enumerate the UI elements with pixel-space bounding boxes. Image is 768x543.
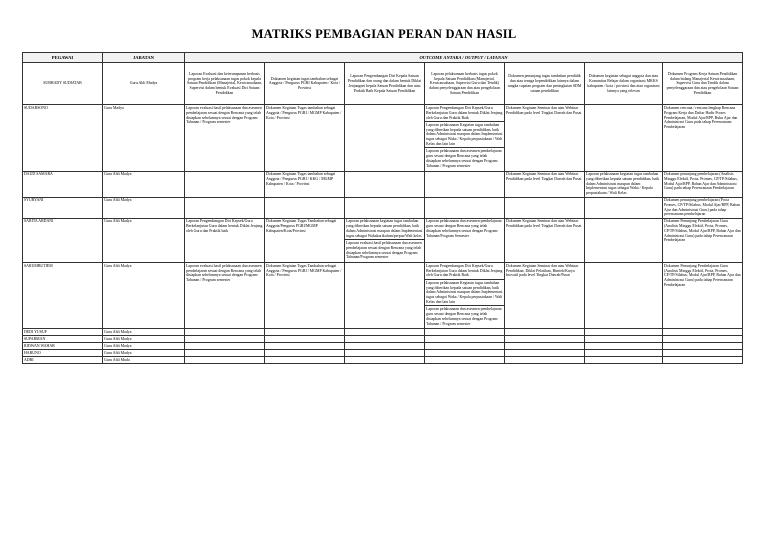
outcome-cell	[663, 343, 743, 350]
outcome-header-cell: Dokumen penunjang tugas tambahan pendidik dan atau tenaga kependidikan lainnya dalam rangka capaian program dan peningkatan SDM satuan pendidikan	[505, 63, 585, 105]
employee-name: DAUD SAMARA	[23, 171, 103, 197]
summary-pegawai: SUBHADY SUDIATAB	[23, 63, 103, 105]
header-row	[23, 53, 743, 63]
outcome-cell	[345, 105, 425, 171]
outcome-entry: Dokumen Kegiatan Seminar dan atau Webinar Pendidikan, Diklat Pelatihan, Bimtek/Karya Inovatif pada level Tingkat Daerah/Pusat	[506, 263, 579, 278]
outcome-entry: Dokumen Kegiatan Seminar dan atau Webinar Pendidikan pada level Tingkat Daerah dan Pusat	[506, 105, 582, 115]
outcome-cell	[185, 263, 265, 329]
employee-position: Guru Ahli Madya	[103, 350, 185, 357]
employee-row	[23, 336, 743, 343]
outcome-cell	[585, 329, 663, 336]
outcome-cell	[185, 357, 265, 364]
outcome-cell	[505, 197, 585, 218]
outcome-entry: Laporan evaluasi hasil pelaksanaan dan asesmen pembelajaran sesuai dengan Rencana yang telah disiapkan sebelumnya sesuai dengan Program Tahunan / Program semester	[186, 263, 262, 283]
outcome-cell	[663, 197, 743, 218]
outcome-header-cell: Laporan Evaluasi dan keterampunan berbasis program kerja pelaksanaan tugas pokok kepala Satuan Pendidikan (Manajerial, Kewirausahaan, Supervisi dalam bentuk Evaluasi Diri Satuan Pendidikan	[185, 63, 265, 105]
outcome-cell	[265, 343, 345, 350]
employee-row	[23, 343, 743, 350]
outcome-cell	[663, 336, 743, 343]
summary-row	[23, 63, 743, 105]
employee-name: HARUNO	[23, 350, 103, 357]
header-pegawai: PEGAWAI	[23, 53, 103, 63]
outcome-cell	[505, 171, 585, 197]
outcome-cell	[345, 171, 425, 197]
employee-row	[23, 105, 743, 171]
outcome-cell	[185, 105, 265, 171]
outcome-entry: Laporan Pengembangan Diri Kepsek/Guru Berkelanjutan Guru dalam bentuk Diklat Jenjang oleh Guru dan Praktik Baik	[425, 264, 504, 280]
outcome-cell	[345, 357, 425, 364]
employee-name: SARITA ARDANI	[23, 218, 103, 263]
outcome-entry: Dokumen Kegiatan Seminar dan atau Webinar Pendidikan pada level Tingkat Daerah dan Pusat	[506, 172, 582, 181]
header-jabatan: JABATAN	[103, 53, 185, 63]
outcome-entry: Laporan evaluasi hasil pelaksanaan dan asesmen pembelajaran sesuai dengan Rencana yang telah disiapkan sebelumnya sesuai dengan Program Tahunan/Program semester	[346, 241, 422, 260]
outcome-cell	[185, 343, 265, 350]
employee-name: DEDI YUSUF	[23, 329, 103, 336]
outcome-cell	[265, 350, 345, 357]
outcome-cell	[265, 329, 345, 336]
outcome-cell	[265, 357, 345, 364]
employee-position: Guru Ahli Muda	[103, 357, 185, 364]
outcome-cell	[585, 197, 663, 218]
outcome-cell	[425, 197, 505, 218]
outcome-entry: Dokumen penunjang pembelajaran (Analisis Minggu Efektif, Prota, Promes, CP/TP/Silabus, Modul Ajar/RPP, Bahan Ajar dan Administrasi Guru) pada tahap Perencanaan Pembelajaran	[664, 172, 738, 191]
outcome-cell	[585, 336, 663, 343]
outcome-cell	[265, 263, 345, 329]
outcome-entry: Laporan Pengembangan Diri Kepsek/Guru Berkelanjutan Guru dalam bentuk Diklat Jenjang oleh Guru dan Praktik baik	[186, 219, 263, 233]
outcome-cell	[585, 263, 663, 329]
page-title: MATRIKS PEMBAGIAN PERAN DAN HASIL	[251, 27, 517, 41]
outcome-entry: Dokumen Kegiatan Tugas Tambahan sebagai Anggota/Pengurus PGRI/MGMP Kabupaten/Kota/Provinsi	[266, 219, 337, 233]
outcome-entry: Dokumen Kegiatan Seminar dan atau Webinar Pendidikan pada level Tingkat Daerah dan Pusat	[506, 219, 582, 229]
employee-position: Guru Ahli Madya	[103, 171, 185, 197]
employee-row	[23, 357, 743, 364]
outcome-cell	[185, 329, 265, 336]
employee-row	[23, 218, 743, 263]
outcome-cell	[345, 197, 425, 218]
employee-position: Guru Ahli Madya	[103, 329, 185, 336]
employee-name: RIDWAN WAHAB	[23, 343, 103, 350]
outcome-cell	[265, 197, 345, 218]
outcome-cell	[425, 218, 505, 263]
employee-position: Guru Ahli Madya	[103, 263, 185, 329]
outcome-header-cell: Laporan pelaksanaan berbasis tugas pokok kepala Satuan Pendidikan (Manajerial, Kewirausahaan, Supervisi Guru dan Tendik) dalam penyelenggaraan dan atau pengelolaan Satuan Pendidikan	[425, 63, 505, 105]
outcome-cell	[425, 263, 505, 329]
role-matrix-table	[22, 52, 743, 364]
outcome-entry: Laporan pelaksanaan dan asesmen pembelajaran guru sesuai dengan Rencana yang telah disiapkan sebelumnya sesuai dengan Program Tahunan/Program Semester	[426, 219, 502, 238]
outcome-cell	[345, 329, 425, 336]
outcome-entry: Dokumen Penunjang Pembelajaran Guru (Analisis Minggu Efektif, Prota, Promes, CP/TP/Silabus, Modul Ajar/RPP, Bahan Ajar dan Administrasi Guru) pada tahap Perencanaan Pembelajaran	[664, 219, 741, 243]
outcome-cell	[585, 350, 663, 357]
outcome-cell	[585, 343, 663, 350]
outcome-entry: Laporan pelaksanaan kegiatan tugas tambahan yang diberikan kepada satuan pendidikan, baik dalam Administrasi maupun dalam Implementasi tugas sebagai Wakakurikulum/perpus/Wali kelas	[345, 219, 424, 240]
outcome-entry: Dokumen Kegiatan Tugas tambahan sebagai Anggota / Pengurus PGRI / KKG / MGMP Kabupaten / Kota / Provinsi	[266, 172, 336, 186]
employee-position: Guru Ahli Madya	[103, 343, 185, 350]
outcome-header-cell: Dokumen Program Kerja Satuan Pendidikan dalam bidang Manajerial Kewirausahaan, Supervisi Guru dan Tendik dalam penyelenggaraan dan atau pengelolaan Satuan Pendidikan	[663, 63, 743, 105]
employee-row	[23, 350, 743, 357]
outcome-cell	[505, 263, 585, 329]
outcome-entry: Laporan pelaksanaan kegiatan tugas tambahan yang diberikan kepada satuan pendidikan, baik dalam Administrasi maupun dalam Implementasi tugas sebagai Waka / Kepala perpustakaan / Wali Kelas	[586, 172, 660, 196]
outcome-entry: Dokumen Kegiatan Tugas Tambahan sebagai Anggota / Pengurus PGRI / MGMP Kabupaten / Kota / Provinsi	[266, 263, 342, 278]
outcome-cell	[663, 329, 743, 336]
employee-row	[23, 263, 743, 329]
employee-position: Guru Ahli Madya	[103, 336, 185, 343]
outcome-entry: Laporan pelaksanaan Kegiatan tugas tambahan yang diberikan kepada satuan pendidikan, baik dalam Administrasi maupun dalam Implementasi tugas sebagai Waka / Kepala perpustakaan / Wali Kelas dan lain lain	[425, 281, 504, 307]
outcome-cell	[663, 105, 743, 171]
outcome-cell	[345, 218, 425, 263]
employee-row	[23, 329, 743, 336]
outcome-cell	[585, 171, 663, 197]
employee-name: SUDARSONO	[23, 105, 103, 171]
outcome-cell	[425, 350, 505, 357]
outcome-cell	[185, 336, 265, 343]
outcome-cell	[425, 171, 505, 197]
outcome-entry: Dokumen rencana / rencana lengkap Rencana Program Kerja dan Daftar Hadir Proses Pembelajaran, Modul Ajar/RPP, Buku Ajar dan Administrasi Guru pada tahap Perencanaan Pembelajaran	[664, 105, 738, 130]
outcome-cell	[345, 350, 425, 357]
outcome-cell	[585, 357, 663, 364]
outcome-cell	[663, 357, 743, 364]
employee-row	[23, 197, 743, 218]
outcome-cell	[505, 343, 585, 350]
outcome-entry: Laporan evaluasi hasil pelaksanaan dan asesmen pembelajaran sesuai dengan Rencana yang telah disiapkan sebelumnya sesuai dengan Program Tahunan / Program semester	[186, 105, 262, 125]
outcome-cell	[663, 171, 743, 197]
outcome-cell	[425, 343, 505, 350]
outcome-cell	[345, 336, 425, 343]
outcome-cell	[505, 218, 585, 263]
outcome-header-cell: Dokumen kegiatan tugas tambahan sebagai Anggota / Pengurus PGRI Kabupaten / Kota / Provinsi	[265, 63, 345, 105]
outcome-cell	[585, 218, 663, 263]
employee-name: SUPARMAN	[23, 336, 103, 343]
outcome-cell	[425, 336, 505, 343]
employee-position: Guru Ahli Madya	[103, 218, 185, 263]
outcome-entry: Dokumen Kegiatan Tugas tambahan sebagai Anggota / Pengurus PGRI / MGMP Kabupaten / Kota / Provinsi	[266, 105, 342, 120]
employee-position: Guru Madya	[103, 105, 185, 171]
employee-name: ADRI	[23, 357, 103, 364]
outcome-cell	[265, 336, 345, 343]
outcome-entry: Laporan Pengembangan Diri Kepsek/Guru Berkelanjutan Guru dalam bentuk Diklat Jenjang oleh Guru dan Praktik Baik	[425, 106, 504, 122]
employee-row	[23, 171, 743, 197]
header-outcome: OUTCOME ANTARA / OUTPUT / LAYANAN	[185, 53, 743, 63]
outcome-cell	[265, 171, 345, 197]
outcome-cell	[505, 350, 585, 357]
outcome-cell	[663, 263, 743, 329]
outcome-entry: Laporan pelaksanaan dan asesmen pembelajaran guru sesuai dengan Rencana yang telah disiapkan sebelumnya sesuai dengan Program Tahunan / Program semester	[426, 307, 502, 326]
outcome-cell	[345, 263, 425, 329]
outcome-cell	[425, 105, 505, 171]
outcome-cell	[663, 218, 743, 263]
employee-name: SARUMBUTIEM	[23, 263, 103, 329]
outcome-cell	[585, 105, 663, 171]
outcome-cell	[425, 329, 505, 336]
outcome-cell	[185, 350, 265, 357]
outcome-cell	[505, 336, 585, 343]
outcome-cell	[505, 329, 585, 336]
outcome-header-cell: Laporan Pengembangan Diri Kepala Satuan Pendidikan dan orang dan dalam bentuk Diklat Jenjangnet kepala Satuan Pendidikan dan atau Praktik Baik Kepala Satuan Pendidikan	[345, 63, 425, 105]
outcome-cell	[505, 105, 585, 171]
outcome-cell	[185, 171, 265, 197]
outcome-entry: Laporan pelaksanaan dan asesmen pembelajaran guru sesuai dengan Rencana yang telah disiapkan sebelumnya sesuai dengan Program Tahunan / Program semester	[426, 149, 502, 168]
outcome-cell	[185, 197, 265, 218]
outcome-cell	[505, 357, 585, 364]
outcome-cell	[663, 350, 743, 357]
outcome-cell	[265, 105, 345, 171]
employee-position: Guru Ahli Madya	[103, 197, 185, 218]
outcome-cell	[425, 357, 505, 364]
outcome-header-cell: Dokumen kegiatan sebagai anggota dan atau Komunitas Belajar dalam organisasi MKKS kabupaten / kota / provinsi dan atau organisasi lainnya yang relevan	[585, 63, 663, 105]
outcome-cell	[265, 218, 345, 263]
outcome-cell	[345, 343, 425, 350]
outcome-entry: Laporan pelaksanaan Kegiatan tugas tambahan yang diberikan kepada satuan pendidikan, baik dalam Administrasi maupun dalam Implementasi tugas sebagai Waka / Kepala perpustakaan / Wali Kelas dan lain lain	[425, 123, 504, 149]
outcome-entry: Dokumen Penunjang Pembelajaran Guru (Analisis Minggu Efektif, Prota, Promes, CP/TP/Silabus, Modul Ajar/RPP, Bahan Ajar dan Administrasi Guru) pada tahap Perencanaan Pembelajaran	[664, 263, 741, 287]
outcome-cell	[185, 218, 265, 263]
employee-name: SYURYANI	[23, 197, 103, 218]
summary-jabatan: Guru Ahli Madya	[103, 63, 185, 105]
outcome-entry: Dokumen penunjang pembelajaran (Prota Promes, CP/TP/Silabus, Modul Ajar/RPP, Bahan Ajar dan Administrasi Guru) pada tahap perencanaan pembelajaran	[664, 198, 740, 217]
